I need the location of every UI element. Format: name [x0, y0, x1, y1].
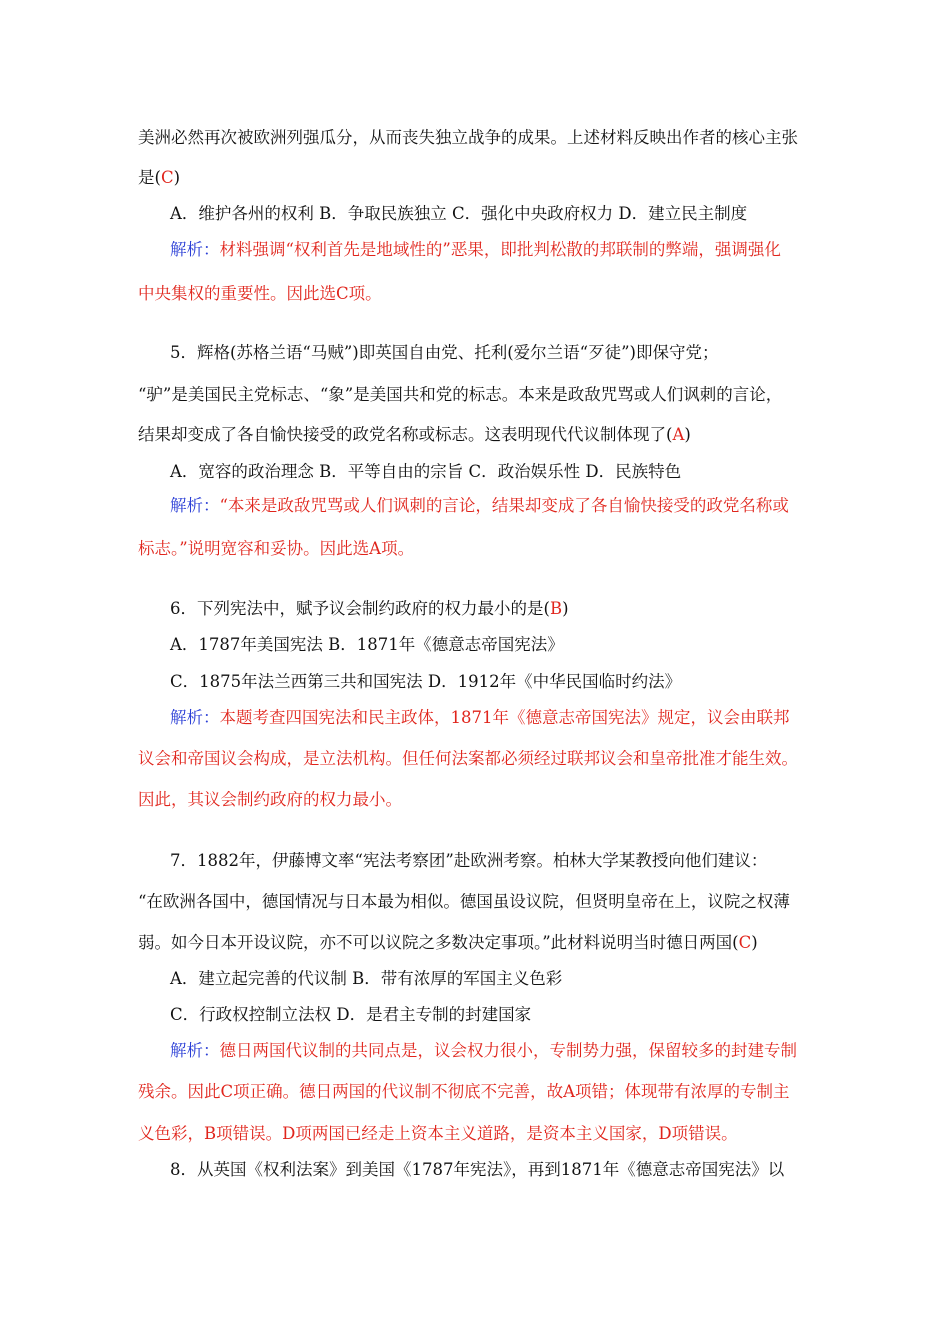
analysis-line: 解析：本题考查四国宪法和民主政体，1871年《德意志帝国宪法》规定，议会由联邦: [170, 708, 790, 727]
analysis-line: 义色彩，B项错误。D项两国已经走上资本主义道路，是资本主义国家，D项错误。: [138, 1124, 738, 1143]
analysis-line: 解析：材料强调“权利首先是地域性的”恶果，即批判松散的邦联制的弊端，强调强化: [170, 240, 781, 259]
question-7-line: 弱。如今日本开设议院，亦不可以议院之多数决定事项。”此材料说明当时德日两国(C): [138, 933, 758, 952]
options-line: A．1787年美国宪法 B．1871年《德意志帝国宪法》: [170, 635, 564, 654]
question-7-line: “在欧洲各国中，德国情况与日本最为相似。德国虽设议院，但贤明皇帝在上，议院之权薄: [138, 892, 790, 911]
analysis-line: 标志。”说明宽容和妥协。因此选A项。: [138, 539, 415, 558]
answer-letter: A: [672, 425, 685, 444]
analysis-label: 解析：: [170, 240, 220, 259]
analysis-label: 解析：: [170, 496, 220, 515]
options-line: A．建立起完善的代议制 B．带有浓厚的军国主义色彩: [170, 969, 563, 988]
text-line: 美洲必然再次被欧洲列强瓜分，从而丧失独立战争的成果。上述材料反映出作者的核心主张: [138, 128, 798, 147]
answer-letter: B: [549, 599, 563, 618]
question-5-line: 结果却变成了各自愉快接受的政党名称或标志。这表明现代代议制体现了(A): [138, 425, 691, 444]
options-line: C．1875年法兰西第三共和国宪法 D．1912年《中华民国临时约法》: [170, 672, 682, 691]
options-line: A．维护各州的权利 B．争取民族独立 C．强化中央政府权力 D．建立民主制度: [170, 204, 748, 223]
analysis-label: 解析：: [170, 1041, 220, 1060]
question-7-line: 7．1882年，伊藤博文率“宪法考察团”赴欧洲考察。柏林大学某教授向他们建议：: [170, 851, 768, 870]
analysis-line: 解析：德日两国代议制的共同点是，议会权力很小，专制势力强，保留较多的封建专制: [170, 1041, 797, 1060]
question-8-line: 8．从英国《权利法案》到美国《1787年宪法》，再到1871年《德意志帝国宪法》以: [170, 1160, 785, 1179]
analysis-line: 议会和帝国议会构成，是立法机构。但任何法案都必须经过联邦议会和皇帝批准才能生效。: [138, 749, 798, 768]
options-line: C．行政权控制立法权 D．是君主专制的封建国家: [170, 1005, 532, 1024]
answer-letter: C: [738, 933, 752, 952]
question-stem-line: 是(C): [138, 168, 180, 187]
question-5-line: 5．辉格(苏格兰语“马贼”)即英国自由党、托利(爱尔兰语“歹徒”)即保守党；: [170, 343, 719, 362]
options-line: A．宽容的政治理念 B．平等自由的宗旨 C．政治娱乐性 D．民族特色: [170, 462, 682, 481]
analysis-line: 解析：“本来是政敌咒骂或人们讽刺的言论，结果却变成了各自愉快接受的政党名称或: [170, 496, 789, 515]
analysis-line: 因此，其议会制约政府的权力最小。: [138, 790, 402, 809]
question-6-line: 6．下列宪法中，赋予议会制约政府的权力最小的是(B): [170, 599, 569, 618]
analysis-line: 中央集权的重要性。因此选C项。: [138, 284, 382, 303]
answer-letter: C: [160, 168, 174, 187]
question-5-line: “驴”是美国民主党标志、“象”是美国共和党的标志。本来是政敌咒骂或人们讽刺的言论，: [138, 385, 783, 404]
analysis-line: 残余。因此C项正确。德日两国的代议制不彻底不完善，故A项错；体现带有浓厚的专制主: [138, 1082, 790, 1101]
analysis-label: 解析：: [170, 708, 220, 727]
